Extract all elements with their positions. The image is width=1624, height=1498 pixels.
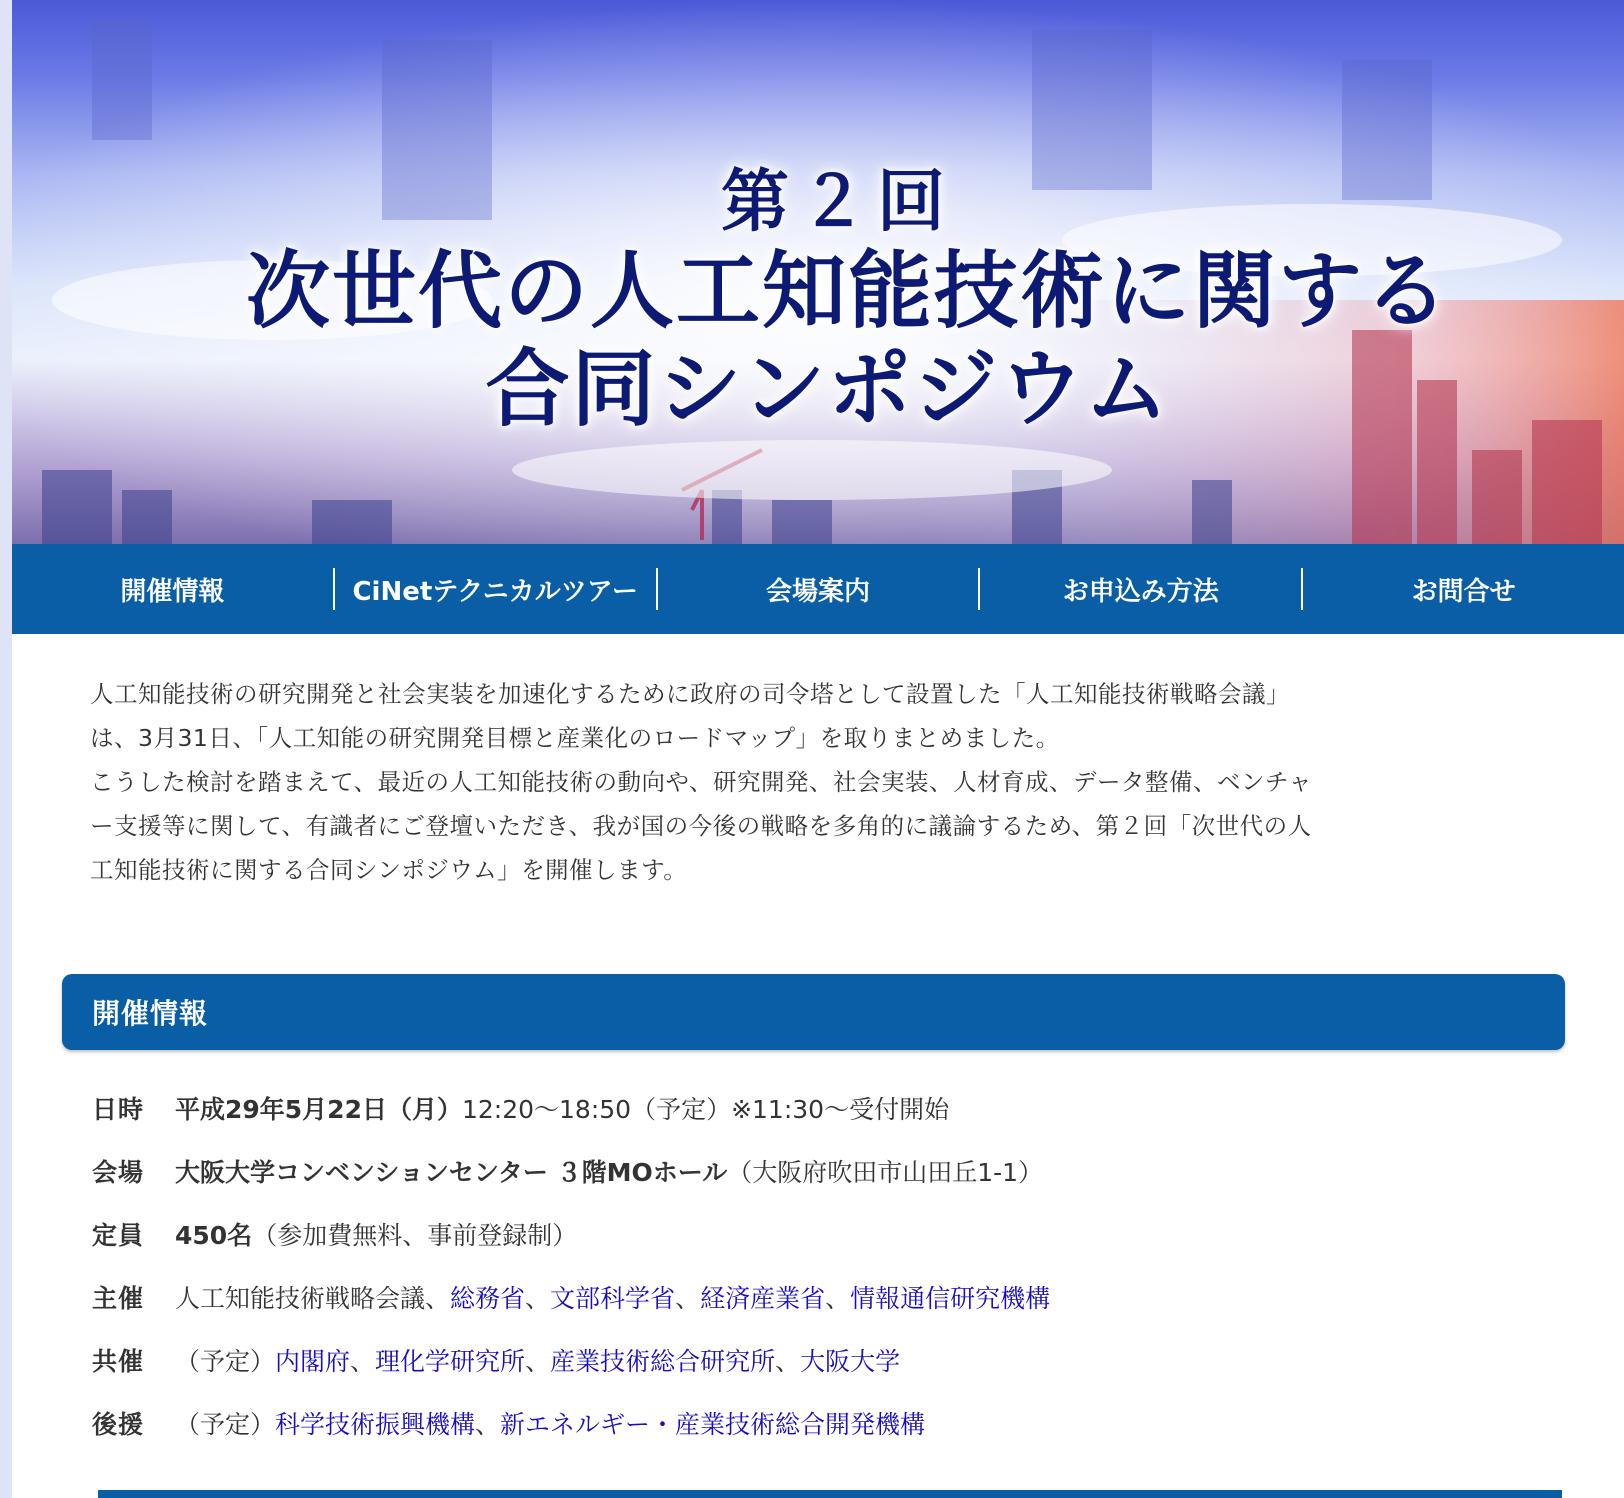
info-label: 共催: [92, 1346, 145, 1376]
page: [12, 0, 1624, 1498]
organizer-link[interactable]: 情報通信研究機構: [850, 1283, 1051, 1313]
cohost-link[interactable]: 大阪大学: [800, 1346, 901, 1376]
section-title: 開催情報: [92, 997, 209, 1030]
info-value: [175, 1342, 900, 1378]
banner-title-line-3: 合同シンポジウム: [485, 340, 1171, 438]
info-value: [175, 1216, 577, 1252]
venue-bold: 大阪大学コンベンションセンター ３階MOホール: [175, 1157, 728, 1187]
venue-rest: （大阪府吹田市山田丘1-1）: [727, 1157, 1044, 1187]
support-link[interactable]: 新エネルギー・産業技術総合開発機構: [500, 1409, 926, 1439]
info-value: [175, 1279, 1050, 1315]
nav-item-event-info[interactable]: 開催情報: [120, 576, 225, 607]
info-row-support: [92, 1391, 1552, 1454]
info-row-organizer: [92, 1265, 1552, 1328]
section-header-event-info: [62, 974, 1565, 1050]
separator: 、: [825, 1283, 851, 1313]
intro-line: こうした検討を踏まえて、最近の人工知能技術の動向や、研究開発、社会実装、人材育成、データ整備、ベンチャ: [90, 768, 1313, 796]
event-info-list: [92, 1076, 1552, 1454]
info-label: 日時: [92, 1094, 145, 1124]
cohost-link[interactable]: 理化学研究所: [375, 1346, 526, 1376]
cohost-link[interactable]: 産業技術総合研究所: [550, 1346, 776, 1376]
header-banner: [12, 0, 1624, 544]
separator: 、: [525, 1346, 551, 1376]
support-link[interactable]: 科学技術振興機構: [275, 1409, 476, 1439]
main-nav: [12, 544, 1624, 634]
nav-item-cinet-tour[interactable]: CiNetテクニカルツアー: [352, 576, 638, 607]
organizer-plain: 人工知能技術戦略会議、: [175, 1283, 451, 1313]
next-section-bar: [98, 1490, 1562, 1498]
date-bold: 平成29年5月22日（月）: [175, 1094, 462, 1124]
organizer-link[interactable]: 文部科学省: [550, 1283, 676, 1313]
nav-item-venue[interactable]: 会場案内: [765, 576, 870, 607]
capacity-bold: 450名: [175, 1220, 253, 1250]
organizer-link[interactable]: 総務省: [450, 1283, 526, 1313]
info-row-date: [92, 1076, 1552, 1139]
separator: 、: [475, 1409, 501, 1439]
info-value: [175, 1090, 949, 1126]
capacity-rest: （参加費無料、事前登録制）: [252, 1220, 578, 1250]
intro-line: ー支援等に関して、有識者にご登壇いただき、我が国の今後の戦略を多角的に議論するため、第２回「次世代の人: [90, 812, 1312, 840]
separator: 、: [350, 1346, 376, 1376]
intro-line: は、3月31日、「人工知能の研究開発目標と産業化のロードマップ」を取りまとめました。: [90, 724, 1060, 752]
nav-item-contact[interactable]: お問合せ: [1411, 576, 1516, 607]
intro-text: [90, 672, 1550, 892]
info-label: 会場: [92, 1157, 145, 1187]
separator: 、: [775, 1346, 801, 1376]
info-value: [175, 1153, 1043, 1189]
separator: 、: [675, 1283, 701, 1313]
banner-title-line-1: 第２回: [720, 163, 955, 242]
info-value: [175, 1405, 925, 1441]
banner-title-line-2: 次世代の人工知能技術に関する: [245, 242, 1450, 340]
info-label: 後援: [92, 1409, 145, 1439]
info-label: 定員: [92, 1220, 145, 1250]
info-row-capacity: [92, 1202, 1552, 1265]
separator: 、: [525, 1283, 551, 1313]
intro-line: 人工知能技術の研究開発と社会実装を加速化するために政府の司令塔として設置した「人工知能技術戦略会議」: [90, 680, 1290, 708]
support-prefix: （予定）: [175, 1409, 276, 1439]
cohost-link[interactable]: 内閣府: [275, 1346, 351, 1376]
date-rest: 12:20〜18:50（予定）※11:30〜受付開始: [461, 1094, 950, 1124]
cohost-prefix: （予定）: [175, 1346, 276, 1376]
info-label: 主催: [92, 1283, 145, 1313]
info-row-venue: [92, 1139, 1552, 1202]
intro-line: 工知能技術に関する合同シンポジウム」を開催します。: [90, 856, 688, 884]
info-row-cohost: [92, 1328, 1552, 1391]
nav-item-registration[interactable]: お申込み方法: [1062, 576, 1219, 607]
organizer-link[interactable]: 経済産業省: [700, 1283, 826, 1313]
